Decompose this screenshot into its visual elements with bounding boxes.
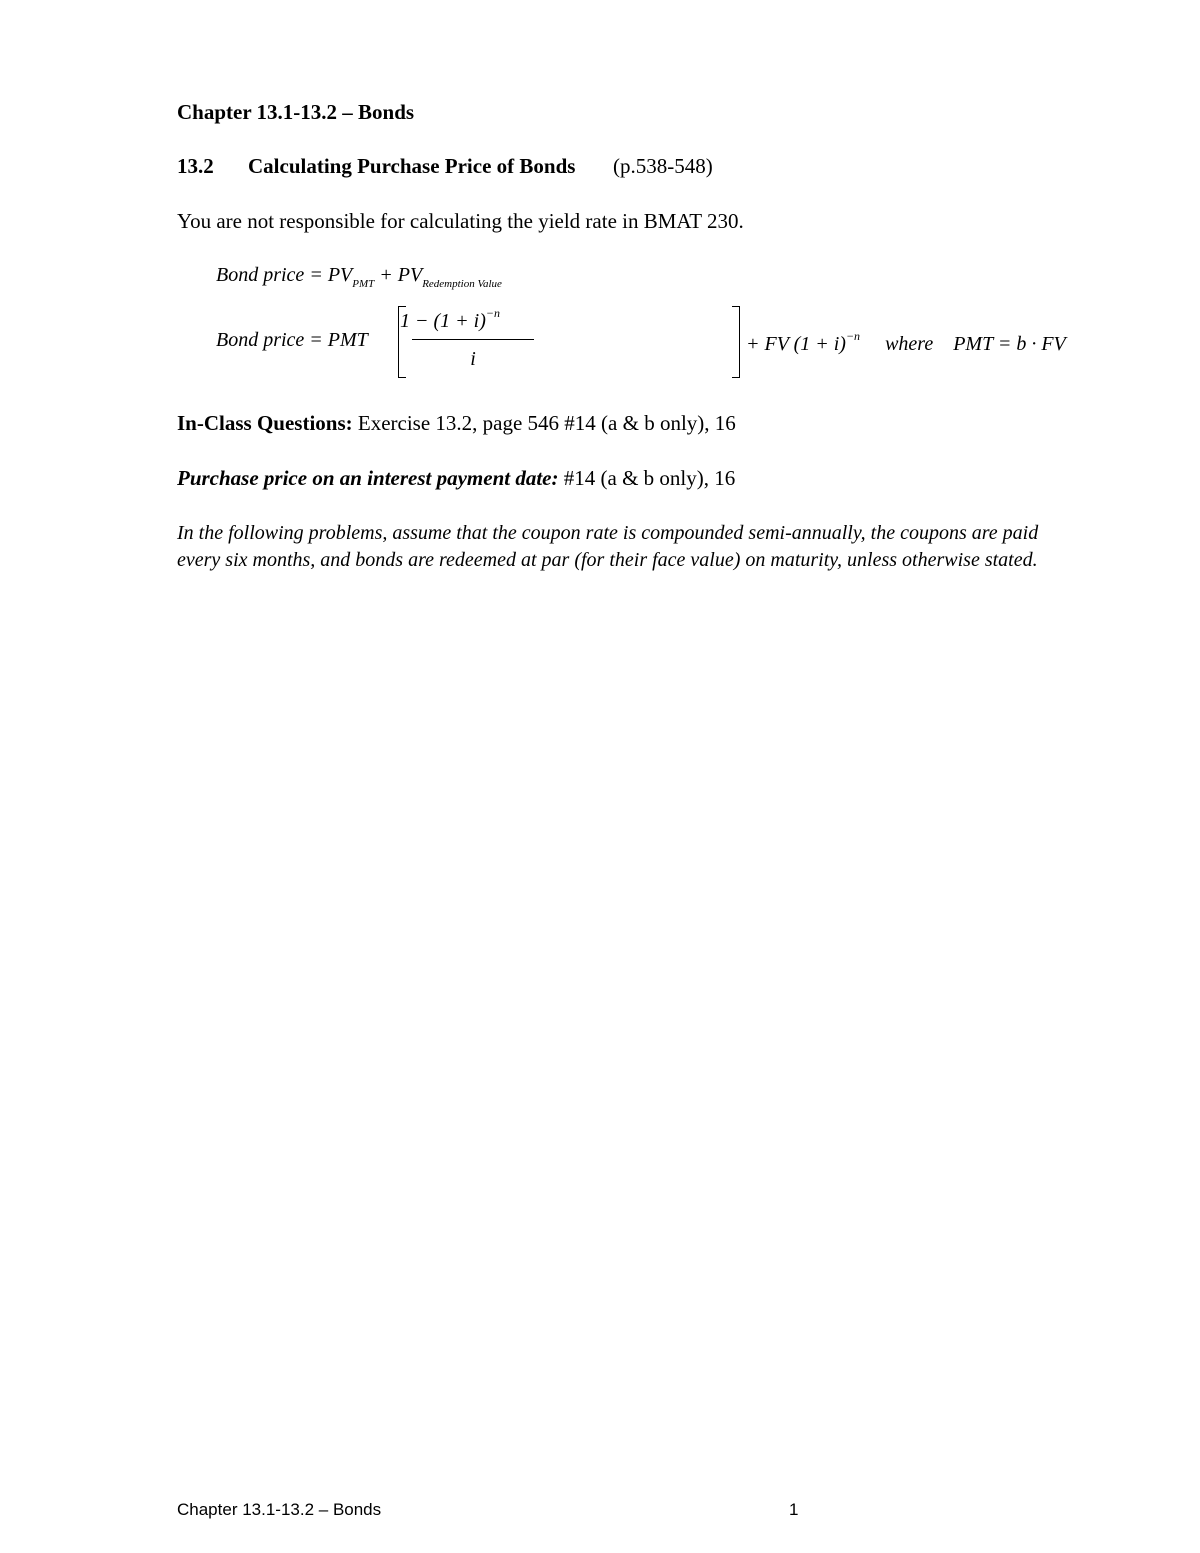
formula1-eq: = (309, 264, 323, 286)
purchase-text: #14 (a & b only), 16 (558, 466, 736, 490)
formula1-pv2: PV (397, 264, 423, 286)
in-class-questions (177, 411, 736, 436)
formula2-rhs (746, 329, 1066, 356)
formula1-pv1: PV (327, 264, 353, 286)
in-class-label: In-Class Questions: (177, 411, 353, 435)
bond-price-formula-1 (216, 264, 502, 290)
formula2-numerator-text: 1 − (1 + i) (400, 310, 486, 332)
section-name: Calculating Purchase Price of Bonds (248, 154, 576, 178)
formula2-rhs-text: + FV (1 + i) (746, 333, 846, 355)
yield-note: You are not responsible for calculating the yield rate in BMAT 230. (177, 209, 744, 233)
formula1-lhs: Bond price (216, 264, 305, 286)
formula1-plus: + (379, 264, 393, 286)
fraction-line (412, 339, 534, 340)
footer-title: Chapter 13.1-13.2 – Bonds (177, 1500, 382, 1519)
formula2-where: where (885, 333, 934, 355)
section-pages: (p.538-548) (613, 154, 713, 178)
formula2-condition: PMT = b · FV (953, 333, 1066, 355)
formula2-numerator-wrap (400, 306, 728, 333)
section-heading (177, 154, 713, 179)
section-number: 13.2 (177, 154, 214, 178)
purchase-label: Purchase price on an interest payment date: (177, 466, 559, 490)
formula2-numerator-exp: −n (485, 306, 500, 320)
formula2-numerator (400, 306, 560, 332)
in-class-text: Exercise 13.2, page 546 #14 (a & b only), 16 (352, 411, 736, 435)
purchase-price-questions (177, 466, 735, 491)
assumption-paragraph: In the following problems, assume that the coupon rate is compounded semi-annually, the coupons are paid every six months, and bonds are redeemed at par (for their face value) on maturity, unless otherwise stated. (177, 522, 1039, 571)
formula1-pv1-sub: PMT (352, 278, 375, 290)
right-bracket (732, 306, 740, 378)
formula1-pv2-sub: Redemption Value (422, 278, 502, 290)
formula2-rhs-exp: −n (845, 329, 861, 343)
formula2-denominator: i (470, 348, 476, 370)
formula2-lhs: Bond price = PMT (216, 329, 368, 351)
page-title: Chapter 13.1-13.2 – Bonds (177, 100, 415, 124)
page-number: 1 (789, 1500, 799, 1519)
